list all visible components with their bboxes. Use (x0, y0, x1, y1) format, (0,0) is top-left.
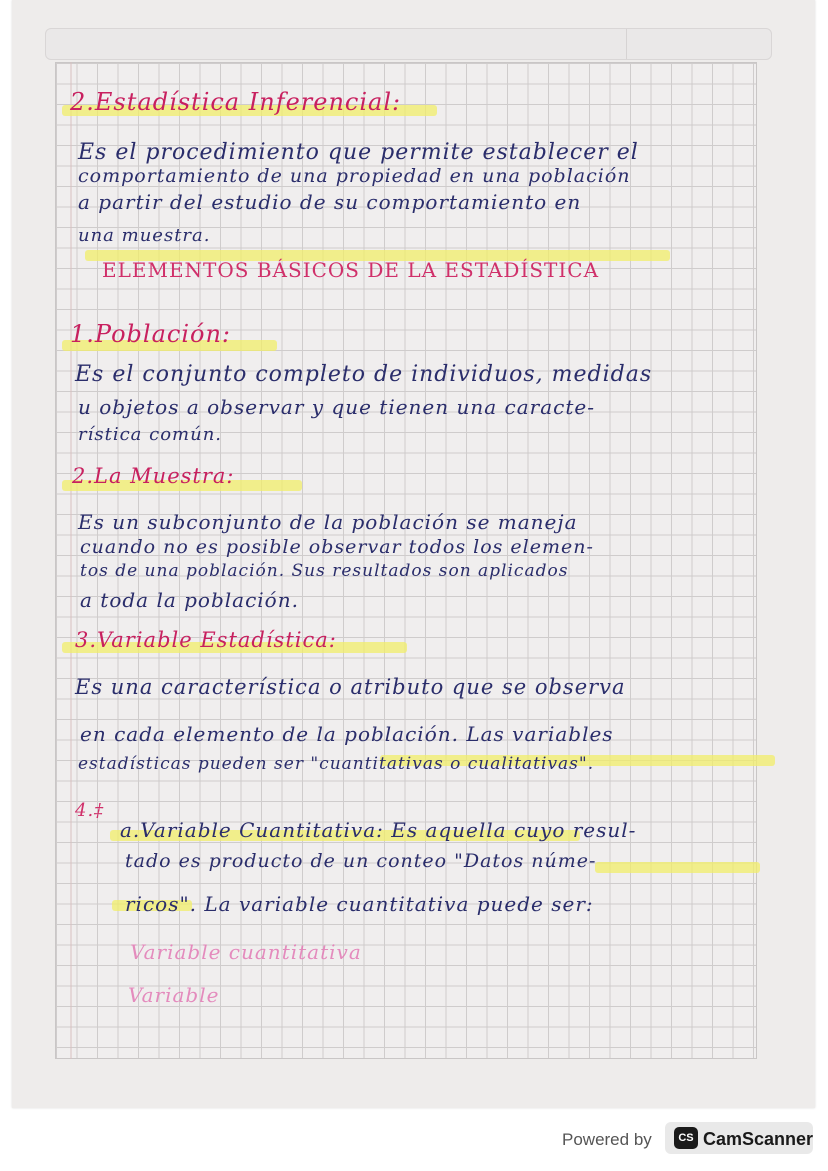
powered-by-label: Powered by (562, 1130, 652, 1149)
faint-text-line: Variable (128, 983, 220, 1007)
text-line: tos de una población. Sus resultados son aplicados (80, 561, 569, 581)
section-title-inferencial: 2.Estadística Inferencial: (70, 88, 402, 116)
subsection-cuantitativa: a.Variable Cuantitativa: Es aquella cuyo resul- (120, 818, 637, 842)
text-line: comportamiento de una propiedad en una población (78, 165, 631, 187)
text-line: en cada elemento de la población. Las variables (80, 722, 614, 746)
camscanner-logo-icon: CS (674, 1127, 698, 1149)
faint-text-line: Variable cuantitativa (130, 940, 362, 964)
text-line: Es el procedimiento que permite establecer el (78, 140, 639, 165)
text-line: cuando no es posible observar todos los elemen- (80, 536, 594, 558)
section-title-variable: 3.Variable Estadística: (75, 628, 337, 652)
section-title-poblacion: 1.Población: (70, 320, 231, 348)
text-line: Es el conjunto completo de individuos, medidas (75, 362, 653, 387)
text-line: tado es producto de un conteo "Datos núme- (125, 850, 597, 872)
text-line: rística común. (78, 424, 223, 445)
item-number-4: 4.‡ (75, 800, 105, 821)
highlight-datos (595, 862, 760, 873)
text-line: u objetos a observar y que tienen una caracte- (78, 395, 595, 419)
text-line: Es una característica o atributo que se observa (75, 675, 626, 699)
text-line: Es un subconjunto de la población se maneja (78, 510, 578, 534)
section-title-elementos: ELEMENTOS BÁSICOS DE LA ESTADÍSTICA (102, 258, 600, 282)
margin-line (70, 62, 72, 1059)
section-title-muestra: 2.La Muestra: (72, 464, 235, 488)
text-line: una muestra. (78, 225, 211, 246)
text-line: a partir del estudio de su comportamiento en (78, 190, 582, 214)
page-header-box (45, 28, 772, 60)
text-line: a toda la población. (80, 588, 299, 612)
text-line: estadísticas pueden ser "cuantitativas o cualitativas". (78, 754, 595, 774)
camscanner-brand: CamScanner (703, 1129, 814, 1149)
text-line: ricos". La variable cuantitativa puede ser: (125, 892, 594, 916)
